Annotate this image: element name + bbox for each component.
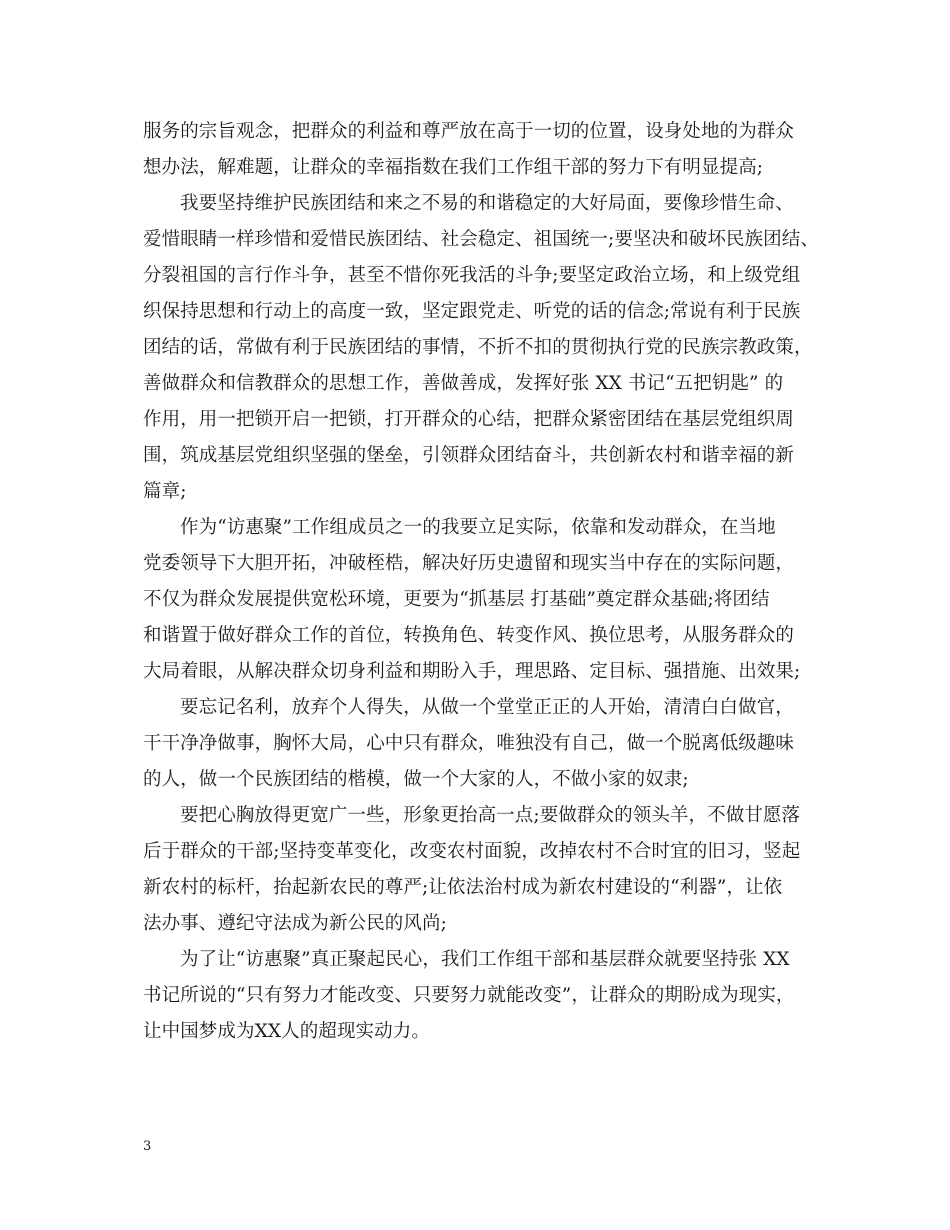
text-line: 后于群众的干部;坚持变革变化，改变农村面貌，改掉农村不合时宜的旧习，竖起 bbox=[143, 841, 801, 862]
text-line: 干干净净做事，胸怀大局，心中只有群众，唯独没有自己，做一个脱离低级趣味 bbox=[143, 733, 795, 754]
paragraph-start-line: 为了让“访惠聚”真正聚起民心，我们工作组干部和基层群众就要坚持张 XX bbox=[180, 949, 790, 970]
text-line: 善做群众和信教群众的思想工作，善做善成，发挥好张 XX 书记“五把钥匙” 的 bbox=[143, 373, 784, 394]
text-line: 新农村的标杆，抬起新农民的尊严;让依法治村成为新农村建设的“利器”，让依 bbox=[143, 877, 783, 898]
text-line: 和谐置于做好群众工作的首位，转换角色、转变作风、换位思考，从服务群众的 bbox=[143, 625, 795, 646]
paragraph-start-line: 我要坚持维护民族团结和来之不易的和谐稳定的大好局面，要像珍惜生命、 bbox=[180, 193, 794, 214]
text-line: 的人，做一个民族团结的楷模，做一个大家的人，不做小家的奴隶; bbox=[143, 769, 689, 790]
text-line: 大局着眼，从解决群众切身利益和期盼入手，理思路、定目标、强措施、出效果; bbox=[143, 661, 801, 682]
text-line: 爱惜眼睛一样珍惜和爱惜民族团结、社会稳定、祖国统一;要坚决和破坏民族团结、 bbox=[143, 229, 819, 250]
text-line: 围，筑成基层党组织坚强的堡垒，引领群众团结奋斗，共创新农村和谐幸福的新 bbox=[143, 445, 795, 466]
text-line: 想办法，解难题，让群众的幸福指数在我们工作组干部的努力下有明显提高; bbox=[143, 157, 764, 178]
text-line: 团结的话，常做有利于民族团结的事情，不折不扣的贯彻执行党的民族宗教政策， bbox=[143, 337, 813, 358]
paragraph-start-line: 作为“访惠聚”工作组成员之一的我要立足实际，依靠和发动群众，在当地 bbox=[180, 517, 776, 538]
text-line: 书记所说的“只有努力才能改变、只要努力就能改变”，让群众的期盼成为现实， bbox=[143, 985, 795, 1006]
text-line: 党委领导下大胆开拓，冲破桎梏，解决好历史遗留和现实当中存在的实际问题， bbox=[143, 553, 795, 574]
text-line: 不仅为群众发展提供宽松环境，更要为“抓基层 打基础”奠定群众基础;将团结 bbox=[143, 589, 770, 610]
text-line: 让中国梦成为XX人的超现实动力。 bbox=[143, 1021, 430, 1042]
text-line: 分裂祖国的言行作斗争，甚至不惜你死我活的斗争;要坚定政治立场，和上级党组 bbox=[143, 265, 801, 286]
text-line: 服务的宗旨观念，把群众的利益和尊严放在高于一切的位置，设身处地的为群众 bbox=[143, 121, 795, 142]
body-text bbox=[143, 114, 823, 1050]
text-line: 作用，用一把锁开启一把锁，打开群众的心结，把群众紧密团结在基层党组织周 bbox=[143, 409, 795, 430]
page-number: 3 bbox=[143, 1139, 152, 1154]
text-line: 法办事、遵纪守法成为新公民的风尚; bbox=[143, 913, 447, 934]
paragraph-start-line: 要忘记名利，放弃个人得失，从做一个堂堂正正的人开始，清清白白做官， bbox=[180, 697, 794, 718]
paragraph-start-line: 要把心胸放得更宽广一些，形象更抬高一点;要做群众的领头羊，不做甘愿落 bbox=[180, 805, 801, 826]
text-line: 篇章; bbox=[143, 481, 187, 502]
text-line: 织保持思想和行动上的高度一致，坚定跟党走、听党的话的信念;常说有利于民族 bbox=[143, 301, 801, 322]
